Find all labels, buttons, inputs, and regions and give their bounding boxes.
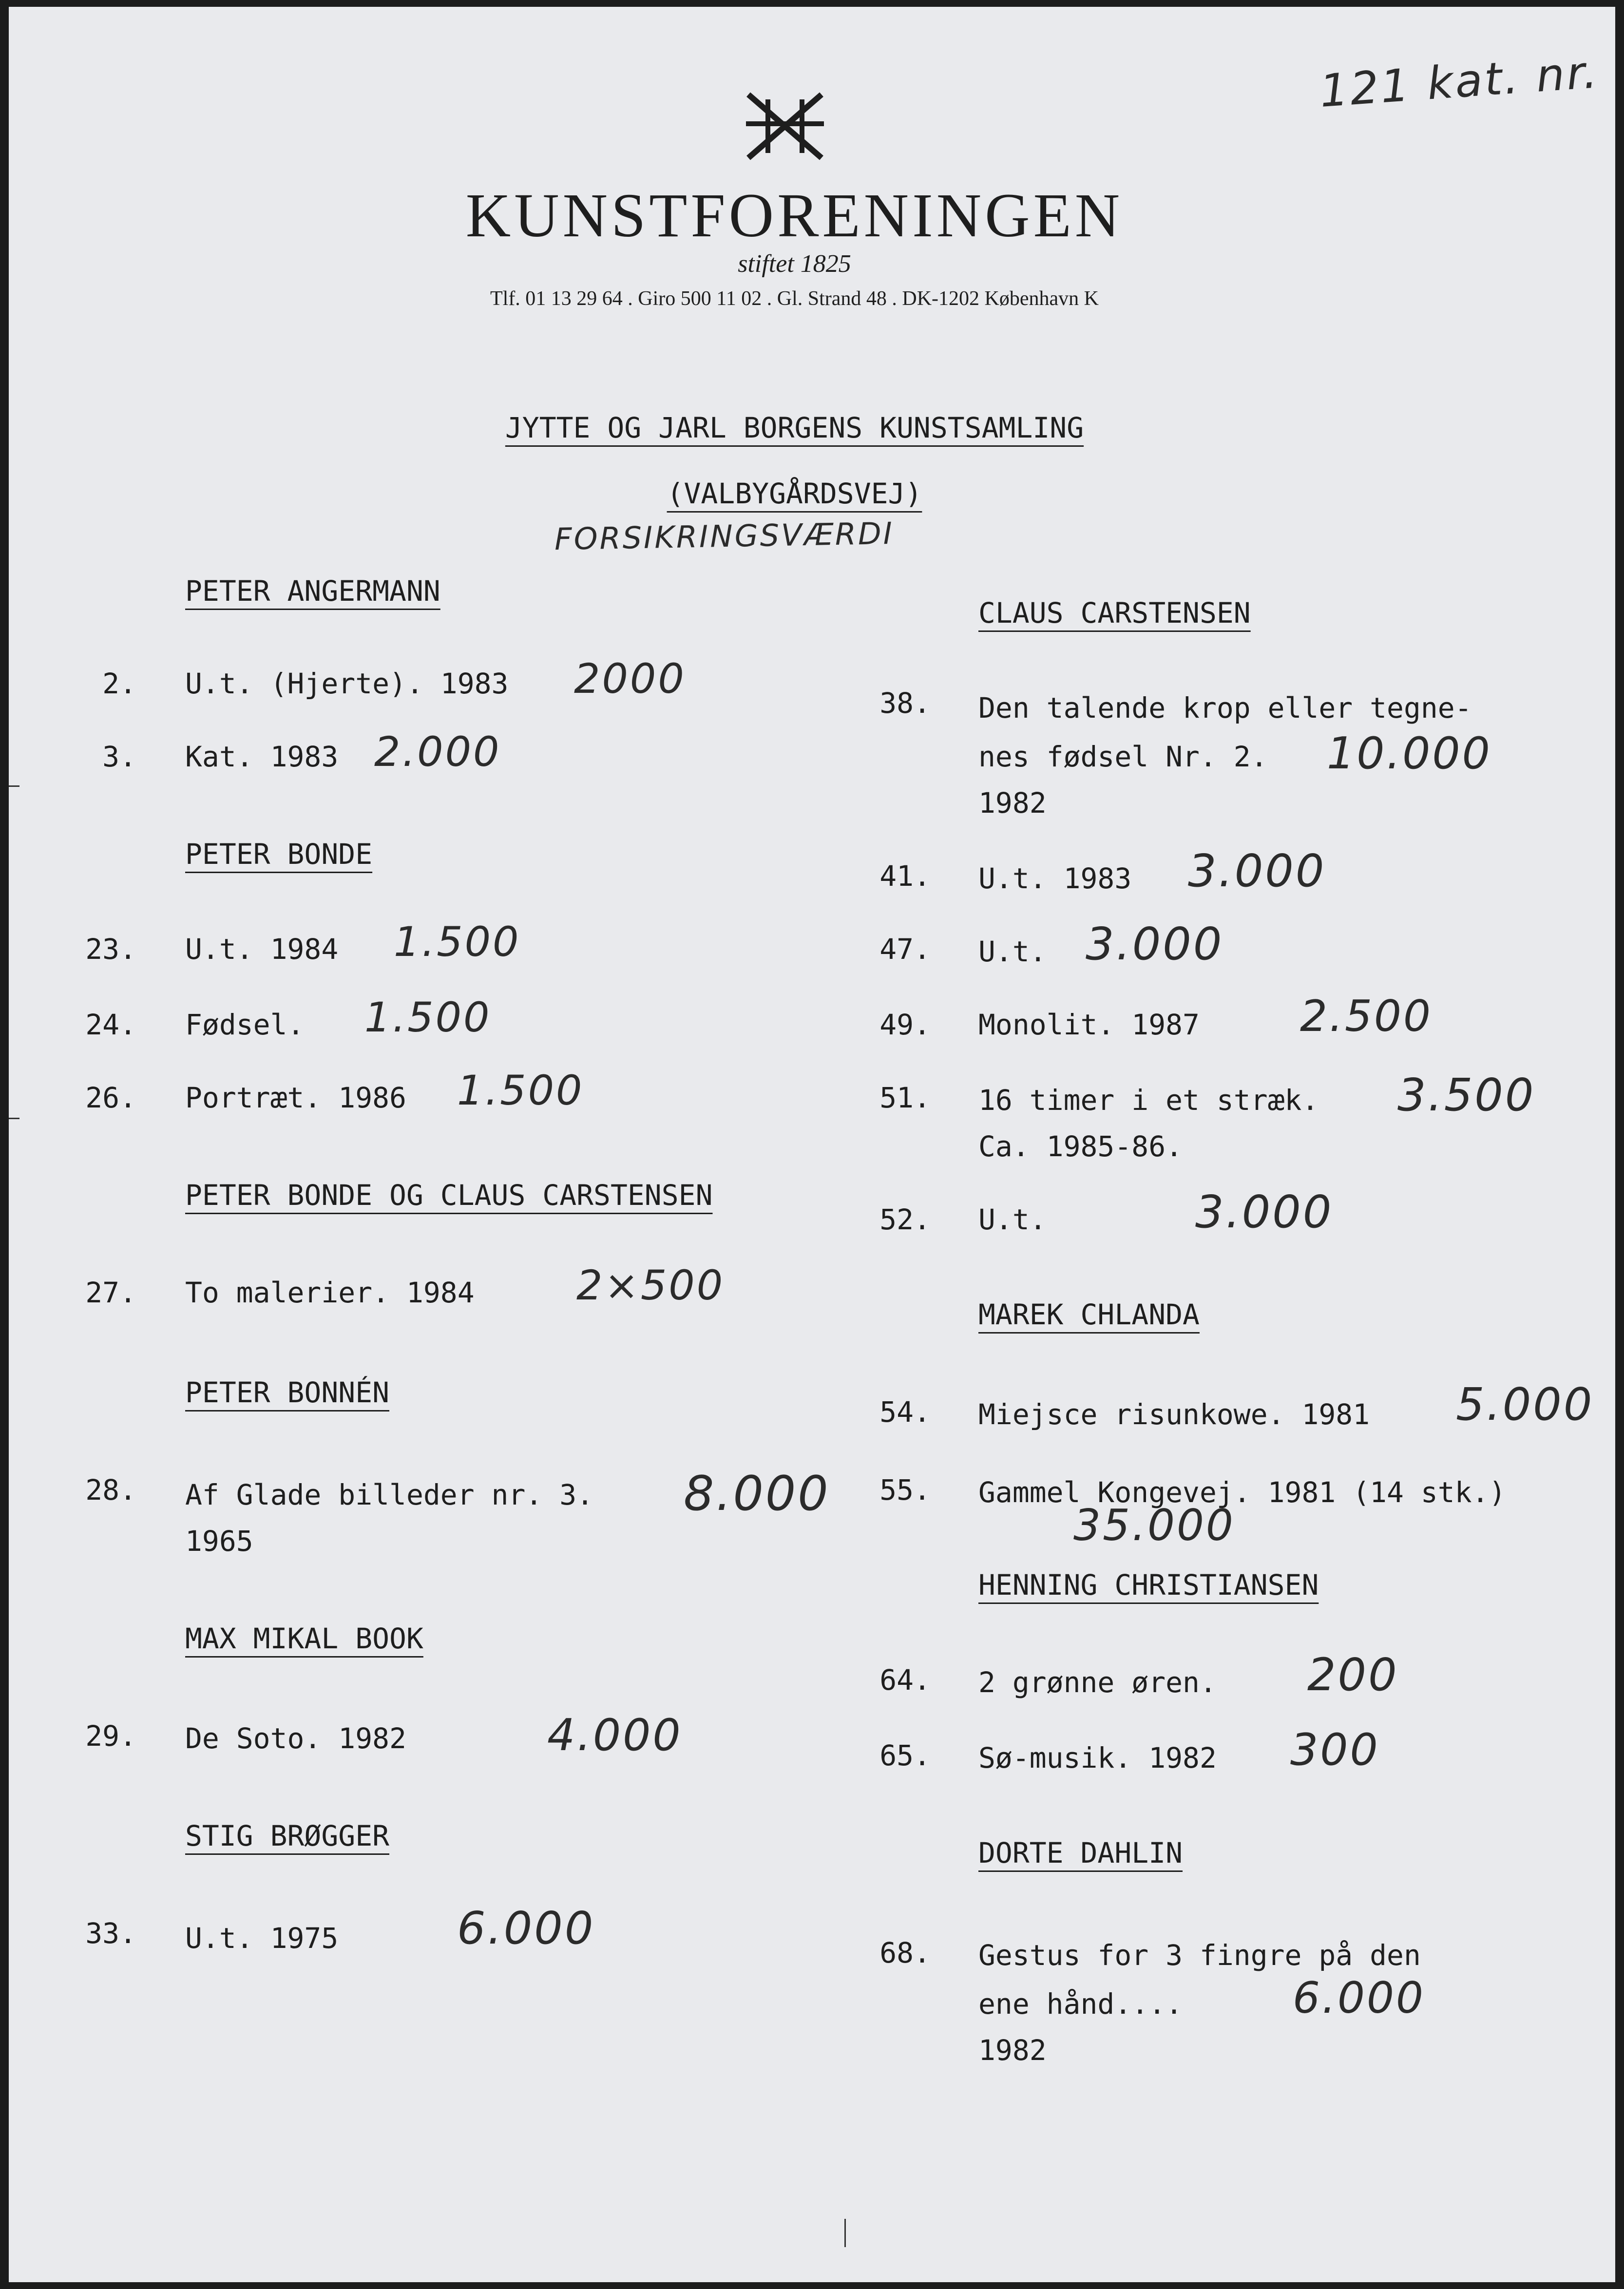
- artist-heading: HENNING CHRISTIANSEN: [978, 1568, 1319, 1602]
- item-year: 1982: [978, 2034, 1047, 2067]
- item-value: 1.500: [394, 918, 521, 966]
- item-number: 68.: [879, 1936, 931, 1969]
- annotation-catalog-count: 121 kat. nr.: [1318, 46, 1601, 117]
- item-number: 28.: [85, 1473, 136, 1507]
- artist-heading: PETER BONDE OG CLAUS CARSTENSEN: [185, 1179, 713, 1212]
- item-number: 27.: [85, 1276, 136, 1309]
- item-title: 2 grønne øren.: [978, 1666, 1217, 1699]
- item-title-line2: ene hånd....: [978, 1987, 1183, 2021]
- contact-line: Tlf. 01 13 29 64 . Giro 500 11 02 . Gl. Strand 48 . DK-1202 København K: [490, 287, 1099, 310]
- item-title: 16 timer i et stræk.: [978, 1084, 1319, 1117]
- founded-line: stiftet 1825: [738, 250, 851, 278]
- item-year: 1982: [978, 786, 1047, 820]
- item-number: 54.: [879, 1395, 931, 1429]
- document-subtitle: (VALBYGÅRDSVEJ): [667, 477, 922, 510]
- item-value: 1.500: [457, 1067, 584, 1114]
- item-number: 23.: [85, 933, 136, 966]
- page-mark: [844, 2219, 846, 2247]
- document-title: JYTTE OG JARL BORGENS KUNSTSAMLING: [505, 411, 1084, 444]
- item-title: Miejsce risunkowe. 1981: [978, 1398, 1370, 1431]
- item-value: 10.000: [1327, 728, 1492, 779]
- item-value: 1.500: [364, 993, 492, 1041]
- item-title: U.t. (Hjerte). 1983: [185, 667, 509, 700]
- item-title: U.t.: [978, 1203, 1047, 1236]
- item-value: 6.000: [457, 1902, 595, 1954]
- item-number: 47.: [879, 933, 931, 966]
- artist-heading: PETER BONNÉN: [185, 1376, 390, 1409]
- artist-heading: MAX MIKAL BOOK: [185, 1622, 423, 1655]
- item-value: 2.500: [1300, 991, 1433, 1041]
- item-title: Den talende krop eller tegne-: [978, 691, 1472, 725]
- item-title: Sø-musik. 1982: [978, 1741, 1217, 1774]
- item-value: 4.000: [547, 1710, 683, 1761]
- item-value: 3.000: [1086, 918, 1224, 970]
- item-value: 35.000: [1073, 1500, 1235, 1550]
- item-number: 24.: [85, 1008, 136, 1041]
- item-title: De Soto. 1982: [185, 1722, 406, 1755]
- item-number: 29.: [85, 1719, 136, 1753]
- item-value: 5.000: [1456, 1378, 1594, 1431]
- item-number: 38.: [879, 687, 931, 720]
- artist-heading: DORTE DAHLIN: [978, 1836, 1183, 1869]
- item-number: 3.: [102, 740, 136, 773]
- item-title: U.t. 1983: [978, 862, 1132, 895]
- item-title: U.t. 1975: [185, 1922, 339, 1955]
- item-value: 8.000: [684, 1466, 830, 1522]
- item-value: 6.000: [1293, 1973, 1425, 2023]
- item-title-line2: nes fødsel Nr. 2.: [978, 740, 1268, 773]
- item-number: 51.: [879, 1081, 931, 1114]
- item-value: 2.000: [374, 728, 501, 776]
- item-value: 300: [1290, 1724, 1380, 1775]
- item-title: Kat. 1983: [185, 740, 339, 773]
- item-number: 33.: [85, 1917, 136, 1950]
- item-title: To malerier. 1984: [185, 1276, 475, 1309]
- item-number: 26.: [85, 1081, 136, 1114]
- item-value: 2×500: [576, 1261, 725, 1309]
- artist-heading: MAREK CHLANDA: [978, 1298, 1200, 1331]
- item-number: 64.: [879, 1663, 931, 1697]
- item-title: Portræt. 1986: [185, 1081, 406, 1114]
- item-title: U.t.: [978, 935, 1047, 968]
- item-title: Monolit. 1987: [978, 1008, 1200, 1041]
- artist-heading: PETER ANGERMANN: [185, 574, 440, 608]
- org-name: KUNSTFORENINGEN: [465, 181, 1124, 250]
- item-number: 55.: [879, 1473, 931, 1507]
- item-value: 2000: [574, 655, 686, 703]
- item-title: U.t. 1984: [185, 933, 339, 966]
- item-number: 41.: [879, 859, 931, 893]
- handwritten-heading: FORSIKRINGSVÆRDI: [554, 515, 895, 557]
- item-title: Af Glade billeder nr. 3.: [185, 1478, 594, 1511]
- margin-tick: [9, 1118, 19, 1119]
- item-title: Gestus for 3 fingre på den: [978, 1939, 1421, 1972]
- item-number: 2.: [102, 667, 136, 700]
- item-number: 65.: [879, 1739, 931, 1772]
- item-year: 1965: [185, 1525, 253, 1558]
- item-number: 49.: [879, 1008, 931, 1041]
- item-value: 3.000: [1188, 845, 1326, 897]
- item-value: 3.500: [1397, 1069, 1536, 1121]
- item-title-line2: Ca. 1985-86.: [978, 1130, 1183, 1163]
- item-number: 52.: [879, 1203, 931, 1236]
- artist-heading: PETER BONDE: [185, 838, 373, 871]
- artist-heading: CLAUS CARSTENSEN: [978, 596, 1251, 629]
- artist-heading: STIG BRØGGER: [185, 1819, 390, 1852]
- item-title: Gammel Kongevej. 1981 (14 stk.): [978, 1476, 1506, 1509]
- document-page: [9, 7, 1615, 2282]
- item-title: Fødsel.: [185, 1008, 305, 1041]
- item-value: 200: [1307, 1649, 1399, 1701]
- item-value: 3.000: [1195, 1186, 1334, 1238]
- kf-logo-icon: [739, 90, 831, 163]
- margin-tick: [9, 785, 19, 787]
